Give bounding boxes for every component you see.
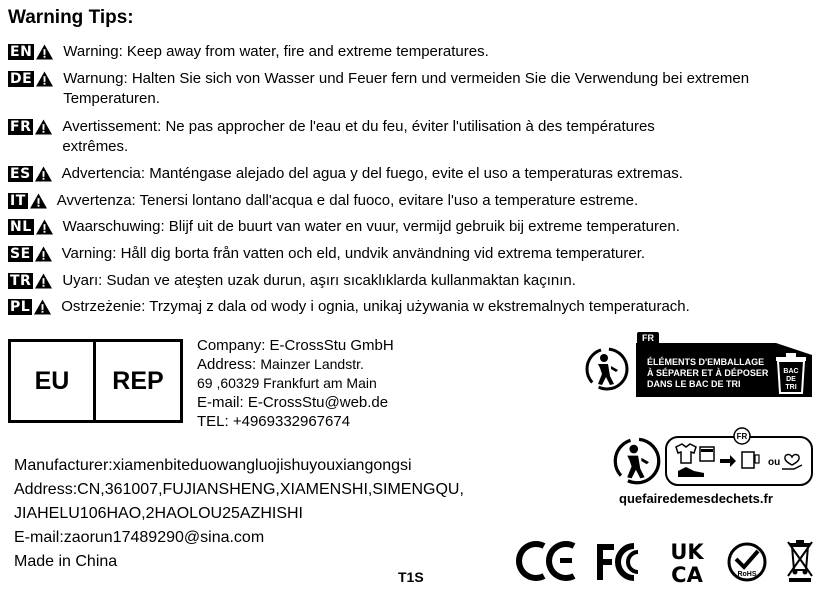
warning-triangle-icon (36, 71, 53, 87)
warning-triangle-icon (36, 219, 53, 235)
warning-es (8, 164, 816, 184)
info-tri-tag: FR (736, 432, 748, 441)
container-icon (742, 452, 759, 468)
manufacturer-email: E-mail:zaorun17489290@sina.com (14, 529, 265, 546)
company-city: 69 ,60329 Frankfurt am Main (197, 375, 377, 391)
fcc-mark (594, 542, 648, 582)
warning-fr (8, 117, 816, 157)
ukca-bottom: CA (671, 563, 703, 584)
warning-se (8, 244, 816, 264)
warning-tr (8, 271, 816, 291)
warning-text: Avertissement: Ne pas approcher de l'eau et du feu, éviter l'utilisation à des températures extrêmes. (62, 118, 655, 155)
address-street: Mainzer Landstr. (260, 356, 364, 372)
bin-text-1: BAC (783, 368, 799, 375)
arrow-icon (720, 455, 736, 467)
warning-it (8, 191, 816, 211)
bin-icon (773, 349, 809, 395)
rep-label: REP (112, 366, 164, 395)
warning-text: Uyarı: Sudan ve ateşten uzak durun, aşırı sıcaklıklarda kullanmaktan kaçının. (62, 272, 576, 289)
lang-code: SE (10, 246, 31, 262)
ukca-top: UK (670, 540, 704, 564)
container-icon (700, 447, 714, 461)
eu-label: EU (11, 342, 96, 420)
warning-text: Varning: Håll dig borta från vatten och eld, undvik användning vid extrema temperaturer. (61, 245, 646, 262)
warning-pl (8, 297, 816, 317)
lang-code: PL (10, 299, 31, 315)
sorting-line-3: DANS LE BAC DE TRI (647, 379, 741, 389)
warning-de (8, 69, 816, 109)
fr-tag: FR (637, 332, 659, 344)
lang-code: NL (10, 219, 32, 235)
company-tel: TEL: +4969332967674 (197, 413, 351, 430)
ukca-mark (664, 540, 710, 584)
address-label: Address: (197, 356, 257, 373)
info-tri-box (664, 427, 814, 489)
warning-text: Avvertenza: Tenersi lontano dall'acqua e dal fuoco, evitare l'uso a temperature estreme. (56, 192, 639, 209)
warning-triangle-icon (30, 193, 47, 209)
bin-text-3: TRI (785, 384, 797, 391)
heart-hand-icon (782, 455, 802, 469)
manufacturer-address-2: JIAHELU106HAO,2HAOLOU25AZHISHI (14, 505, 303, 522)
lang-code: IT (10, 193, 26, 209)
triman-icon (584, 346, 630, 392)
rohs-label: RoHS (737, 571, 757, 578)
warning-en (8, 42, 816, 62)
clothes-icon (676, 444, 696, 463)
weee-bin-icon (786, 538, 814, 584)
ou-label: ou (768, 457, 781, 468)
manufacturer-info (14, 454, 464, 574)
warning-triangle-icon (35, 246, 52, 262)
company-email: E-mail: E-CrossStu@web.de (197, 394, 389, 411)
ce-mark (516, 540, 578, 582)
lang-code: EN (10, 44, 33, 60)
warning-triangle-icon (35, 119, 52, 135)
page-title: Warning Tips: (8, 7, 134, 28)
warning-text: Warning: Keep away from water, fire and extreme temperatures. (63, 43, 489, 60)
company-address-line (197, 355, 394, 374)
warning-nl (8, 217, 816, 237)
company-name: Company: E-CrossStu GmbH (197, 337, 394, 354)
lang-code: TR (10, 273, 32, 289)
warning-text: Advertencia: Manténgase alejado del agua y del fuego, evite el uso a temperaturas extremas. (61, 165, 683, 182)
lang-code: FR (10, 119, 32, 135)
warning-triangle-icon (36, 44, 53, 60)
info-tri-website: quefairedemesdechets.fr (619, 491, 773, 506)
warning-triangle-icon (34, 299, 51, 315)
triman-icon (611, 436, 663, 486)
sorting-line-1: ÉLÉMENTS D'EMBALLAGE (647, 357, 765, 367)
made-in: Made in China (14, 553, 118, 570)
warning-triangle-icon (35, 166, 52, 182)
sorting-info-text (647, 357, 768, 390)
lang-code: ES (10, 166, 31, 182)
warning-text: Warnung: Halten Sie sich von Wasser und Feuer fern und vermeiden Sie die Verwendung bei extremen Temperaturen. (63, 70, 750, 107)
eu-rep-box (8, 339, 183, 423)
model-number: T1S (398, 569, 424, 585)
bin-text-2: DE (786, 376, 796, 383)
manufacturer-name: Manufacturer:xiamenbiteduowangluojishuyouxiangongsi (14, 457, 412, 474)
eu-representative-info (197, 336, 394, 431)
warning-triangle-icon (35, 273, 52, 289)
sorting-line-2: À SÉPARER ET À DÉPOSER (647, 368, 769, 378)
shoe-icon (678, 467, 704, 477)
lang-code: DE (10, 71, 33, 87)
rohs-mark (726, 541, 768, 583)
manufacturer-address-1: Address:CN,361007,FUJIANSHENG,XIAMENSHI,SIMENGQU, (14, 481, 464, 498)
warning-text: Waarschuwing: Blijf uit de buurt van water en vuur, vermijd gebruik bij extreme temperaturen. (62, 218, 680, 235)
warning-text: Ostrzeżenie: Trzymaj z dala od wody i ognia, unikaj używania w ekstremalnych temperaturach. (61, 298, 690, 315)
